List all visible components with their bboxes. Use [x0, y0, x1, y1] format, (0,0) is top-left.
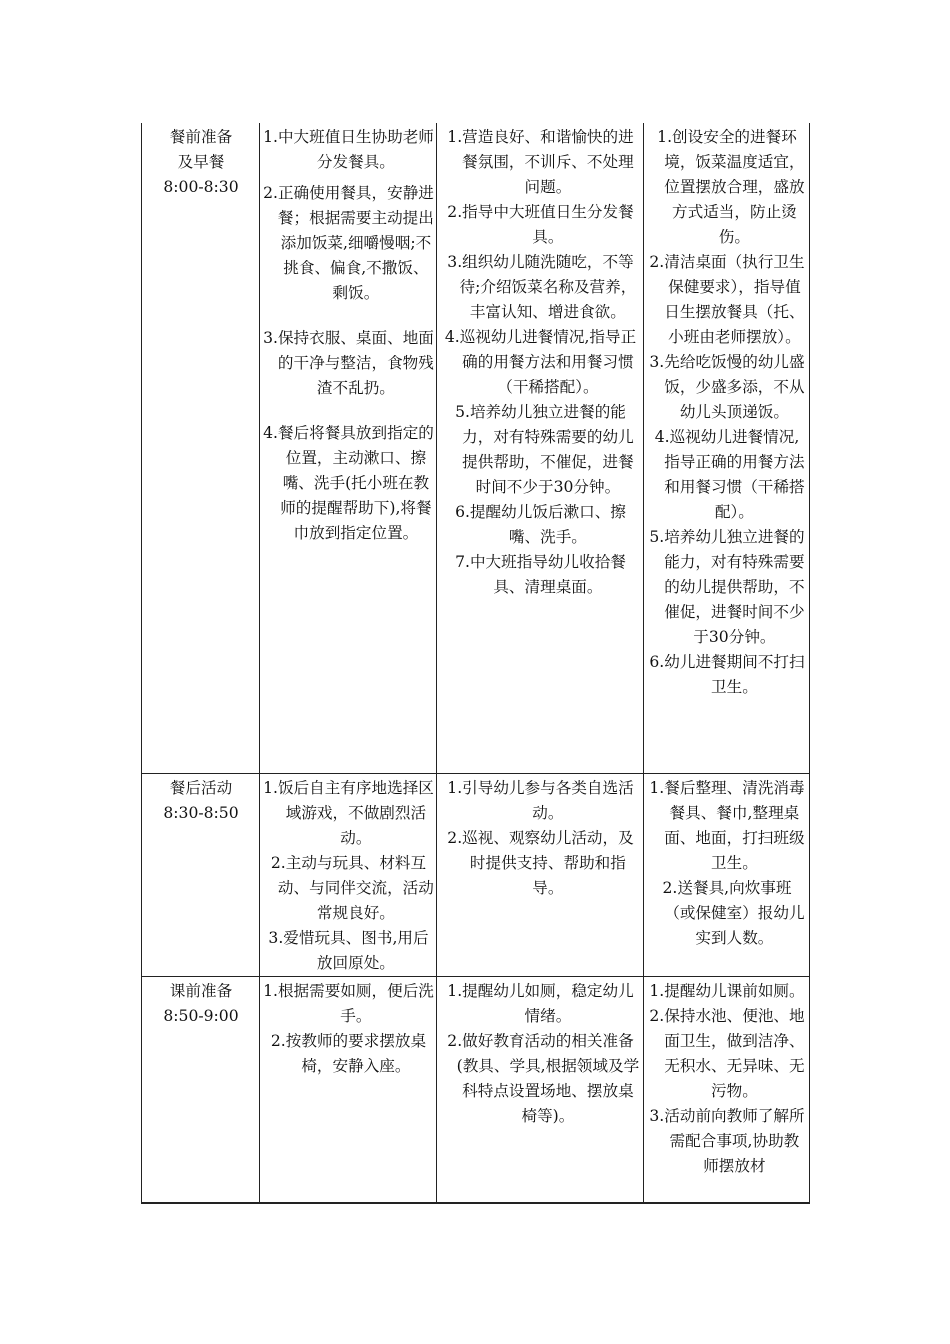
list-item: 2.指导中大班值日生分发餐具。: [447, 203, 634, 246]
period-time: 8:50-9:00: [163, 1006, 239, 1025]
period-time: 8:30-8:50: [163, 803, 239, 822]
table-row: [142, 773, 810, 976]
children-activity-cell: [260, 976, 437, 1203]
period-name: 课前准备: [169, 981, 233, 1000]
list-item: 5.培养幼儿独立进餐的能力，对有特殊需要的幼儿提供帮助，不催促，进餐时间不少于30分钟。: [649, 528, 805, 646]
list-item: 1.提醒幼儿课前如厕。: [649, 981, 805, 1000]
table-row: [142, 123, 810, 773]
teacher-duty-cell: [437, 773, 644, 976]
list-item: 2.送餐具,向炊事班（或保健室）报幼儿实到人数。: [662, 878, 805, 947]
list-item: 3.组织幼儿随洗随吃，不等待;介绍饭菜名称及营养，丰富认知、增进食欲。: [447, 253, 637, 321]
list-item: 1.饭后自主有序地选择区域游戏，不做剧烈活动。: [263, 778, 434, 847]
list-item: 3.活动前向教师了解所需配合事项,协助教师摆放材: [649, 1106, 805, 1175]
list-item: 4.巡视幼儿进餐情况,指导正确的用餐方法和用餐习惯（干稀搭配）。: [654, 428, 805, 521]
period-cell: [142, 123, 260, 773]
list-item: 3.先给吃饭慢的幼儿盛饭，少盛多添，不从幼儿头顶递饭。: [649, 353, 805, 421]
teacher-duty-cell: [437, 123, 644, 773]
list-item: 1.引导幼儿参与各类自选活动。: [447, 778, 634, 822]
list-item: 4.餐后将餐具放到指定的位置，主动漱口、擦嘴、洗手(托小班在教师的提醒帮助下),将餐巾放到指定位置。: [263, 424, 434, 542]
list-item: 1.中大班值日生协助老师分发餐具。: [263, 128, 434, 171]
period-name: 餐前准备: [169, 128, 233, 146]
list-item: 6.提醒幼儿饭后漱口、擦嘴、洗手。: [455, 503, 626, 546]
list-item: 2.巡视、观察幼儿活动，及时提供支持、帮助和指导。: [447, 828, 634, 897]
list-item: 1.餐后整理、清洗消毒餐具、餐巾,整理桌面、地面，打扫班级卫生。: [649, 778, 805, 872]
daily-schedule-table: [141, 123, 810, 1204]
children-activity-cell: [260, 123, 437, 773]
children-activity-cell: [260, 773, 437, 976]
period-name: 餐后活动: [169, 778, 233, 797]
period-time: 8:00-8:30: [163, 178, 239, 196]
list-item: 2.按教师的要求摆放桌椅，安静入座。: [270, 1031, 427, 1075]
period-cell: [142, 773, 260, 976]
caregiver-duty-cell: [644, 773, 810, 976]
list-item: 3.保持衣服、桌面、地面的干净与整洁，食物残渣不乱扔。: [263, 329, 434, 397]
list-item: 4.巡视幼儿进餐情况,指导正确的用餐方法和用餐习惯（干稀搭配）。: [444, 328, 637, 396]
list-item: 5.培养幼儿独立进餐的能力，对有特殊需要的幼儿提供帮助，不催促，进餐时间不少于30分钟。: [455, 403, 634, 496]
caregiver-duty-cell: [644, 123, 810, 773]
table-row: [142, 976, 810, 1203]
period-cell: [142, 976, 260, 1203]
teacher-duty-cell: [437, 976, 644, 1203]
list-item: 1.根据需要如厕，便后洗手。: [263, 981, 434, 1025]
caregiver-duty-cell: [644, 976, 810, 1203]
list-item: 1.提醒幼儿如厕，稳定幼儿情绪。: [447, 981, 634, 1025]
list-item: 3.爱惜玩具、图书,用后放回原处。: [268, 928, 429, 972]
list-item: 6.幼儿进餐期间不打扫卫生。: [649, 653, 805, 696]
list-item: 1.创设安全的进餐环境，饭菜温度适宜，位置摆放合理，盛放方式适当，防止烫伤。: [657, 128, 805, 246]
period-name-line2: 及早餐: [177, 153, 225, 171]
list-item: 2.清洁桌面（执行卫生保健要求），指导值日生摆放餐具（托、小班由老师摆放）。: [649, 253, 805, 346]
list-item: 1.营造良好、和谐愉快的进餐氛围，不训斥、不处理问题。: [447, 128, 634, 196]
list-item: 2.主动与玩具、材料互动、与同伴交流，活动常规良好。: [270, 853, 434, 922]
list-item: 2.做好教育活动的相关准备(教具、学具,根据领域及学科特点设置场地、摆放桌椅等)。: [447, 1031, 640, 1125]
list-item: 7.中大班指导幼儿收拾餐具、清理桌面。: [455, 553, 626, 596]
list-item: 2.正确使用餐具，安静进餐；根据需要主动提出添加饭菜,细嚼慢咽;不挑食、偏食,不撒饭、剩饭。: [263, 184, 434, 302]
list-item: 2.保持水池、便池、地面卫生，做到洁净、无积水、无异味、无污物。: [649, 1006, 805, 1100]
